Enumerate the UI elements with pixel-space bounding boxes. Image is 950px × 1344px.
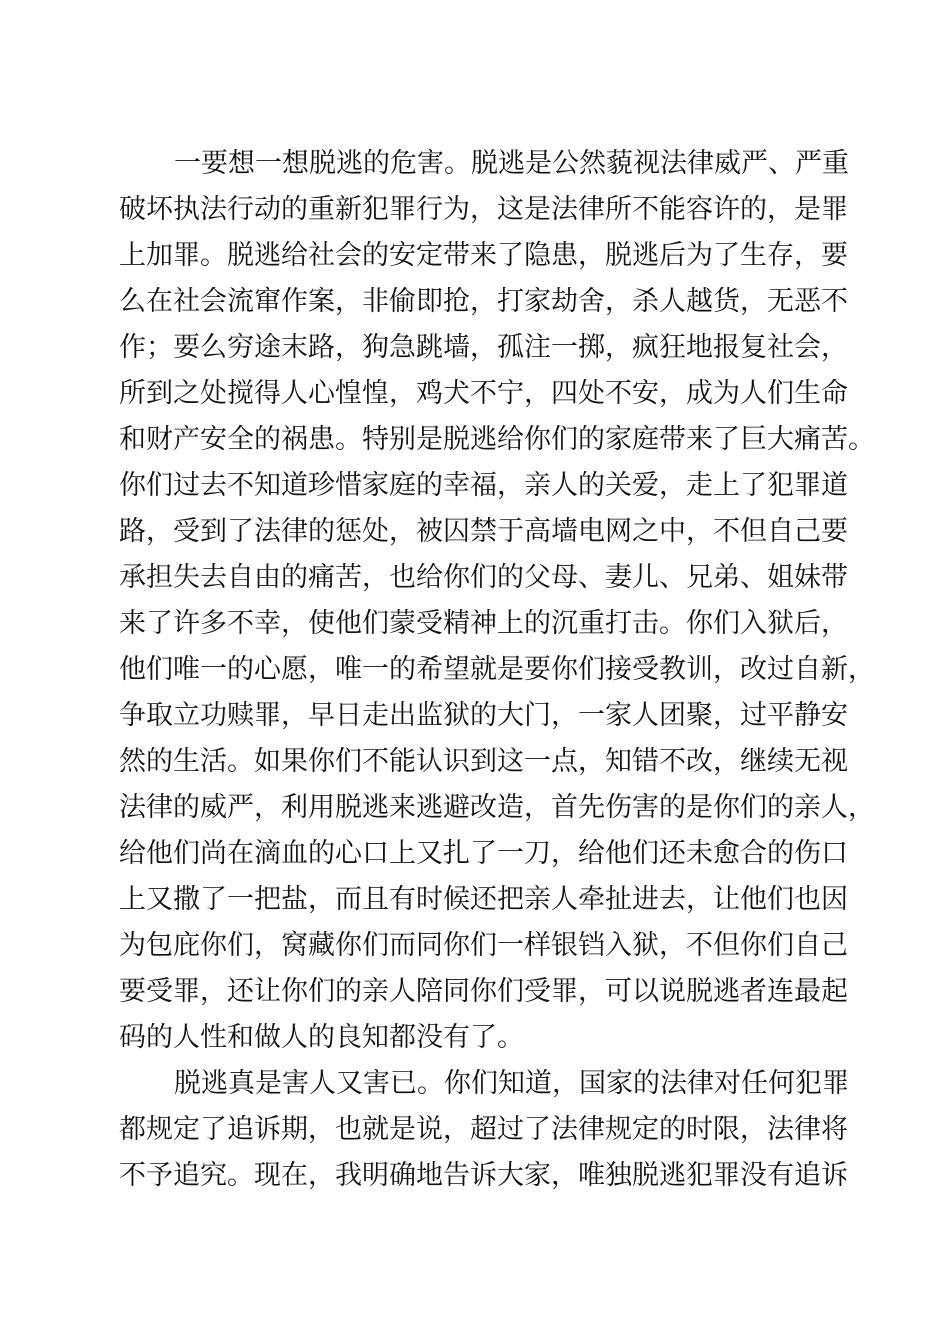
paragraph-1-line-4: 么在社会流窜作案，非偷即抢，打家劫舍，杀人越货，无恶不 <box>119 286 848 317</box>
paragraph-1-line-7: 和财产安全的祸患。特别是脱逃给你们的家庭带来了巨大痛苦。 <box>119 424 875 455</box>
paragraph-1-line-10: 承担失去自由的痛苦，也给你们的父母、妻儿、兄弟、姐妹带 <box>119 562 848 593</box>
paragraph-1-line-5: 作；要么穷途末路，狗急跳墙，孤注一掷，疯狂地报复社会， <box>119 332 848 363</box>
paragraph-1-line-3: 上加罪。脱逃给社会的安定带来了隐患，脱逃后为了生存，要 <box>119 240 848 271</box>
paragraph-1-line-8: 你们过去不知道珍惜家庭的幸福，亲人的关爱，走上了犯罪道 <box>119 470 848 501</box>
paragraph-1-line-20: 码的人性和做人的良知都没有了。 <box>119 1022 524 1053</box>
body-text <box>119 141 875 1199</box>
paragraph-1-line-14: 然的生活。如果你们不能认识到这一点，知错不改，继续无视 <box>119 746 848 777</box>
paragraph-1-line-18: 为包庇你们，窝藏你们而同你们一样银铛入狱，不但你们自己 <box>119 930 848 961</box>
paragraph-2-line-3: 不予追究。现在，我明确地告诉大家，唯独脱逃犯罪没有追诉 <box>119 1160 848 1191</box>
paragraph-1-line-19: 要受罪，还让你们的亲人陪同你们受罪，可以说脱逃者连最起 <box>119 976 848 1007</box>
paragraph-1-line-11: 来了许多不幸，使他们蒙受精神上的沉重打击。你们入狱后， <box>119 608 848 639</box>
paragraph-2-line-1: 脱逃真是害人又害已。你们知道，国家的法律对任何犯罪 <box>174 1068 849 1099</box>
paragraph-1-line-6: 所到之处搅得人心惶惶，鸡犬不宁，四处不安，成为人们生命 <box>119 378 848 409</box>
paragraph-1-line-1: 一要想一想脱逃的危害。脱逃是公然藐视法律威严、严重 <box>174 148 849 179</box>
paragraph-1-line-12: 他们唯一的心愿，唯一的希望就是要你们接受教训，改过自新， <box>119 654 875 685</box>
paragraph-1-line-9: 路，受到了法律的惩处，被囚禁于高墙电网之中，不但自己要 <box>119 516 848 547</box>
paragraph-1-line-17: 上又撒了一把盐，而且有时候还把亲人牵扯进去，让他们也因 <box>119 884 848 915</box>
paragraph-1-line-2: 破坏执法行动的重新犯罪行为，这是法律所不能容许的，是罪 <box>119 194 848 225</box>
paragraph-1-line-15: 法律的威严，利用脱逃来逃避改造，首先伤害的是你们的亲人， <box>119 792 875 823</box>
paragraph-1-line-13: 争取立功赎罪，早日走出监狱的大门，一家人团聚，过平静安 <box>119 700 848 731</box>
paragraph-1-line-16: 给他们尚在滴血的心口上又扎了一刀，给他们还未愈合的伤口 <box>119 838 848 869</box>
paragraph-2-line-2: 都规定了追诉期，也就是说，超过了法律规定的时限，法律将 <box>119 1114 848 1145</box>
